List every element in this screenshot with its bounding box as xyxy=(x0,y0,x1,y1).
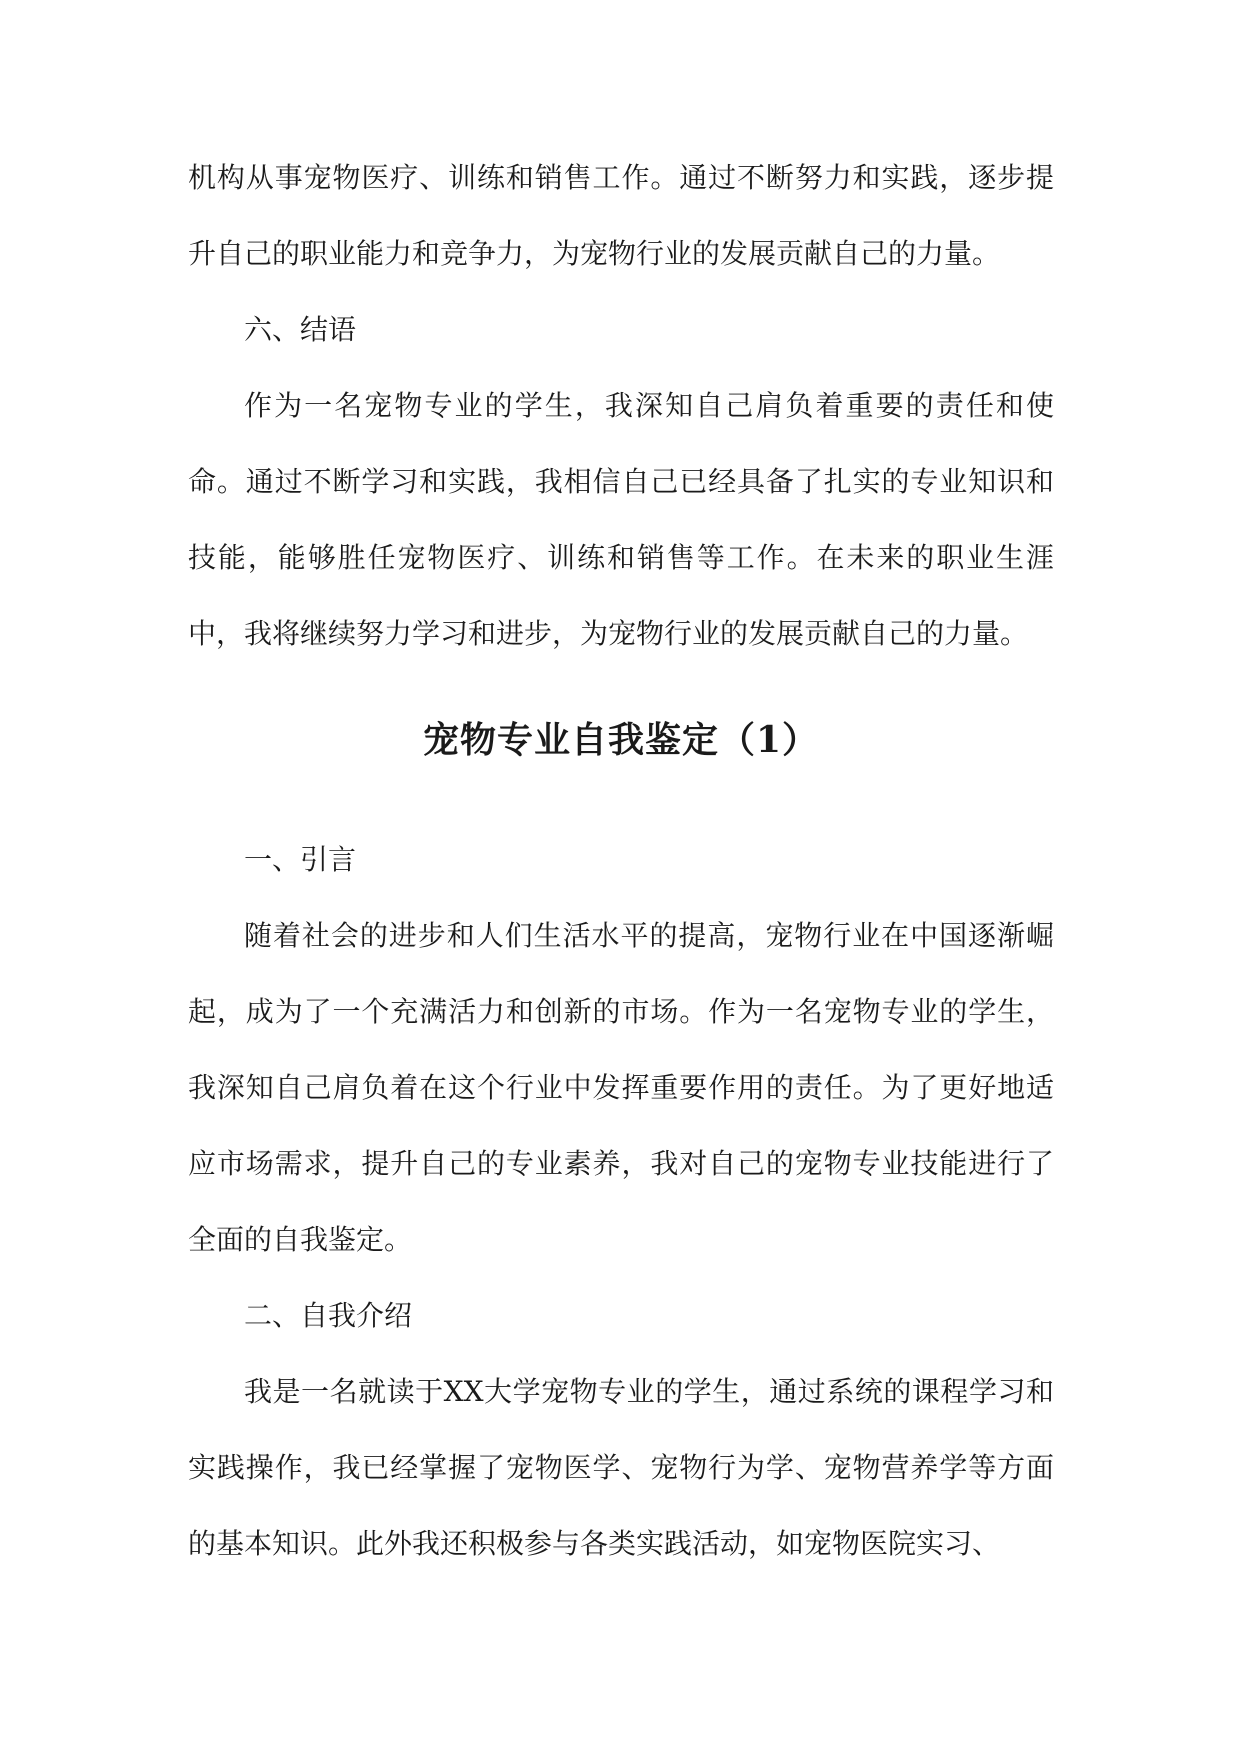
continuation-paragraph: 机构从事宠物医疗、训练和销售工作。通过不断努力和实践，逐步提升自己的职业能力和竞争力，为宠物行业的发展贡献自己的力量。 xyxy=(188,161,1054,270)
document-title: 宠物专业自我鉴定（1） xyxy=(422,719,820,761)
section-heading-introduction: 一、引言 xyxy=(244,843,357,876)
document-body xyxy=(188,140,1054,1582)
conclusion-paragraph: 作为一名宠物专业的学生，我深知自己肩负着重要的责任和使命。通过不断学习和实践，我相信自己已经具备了扎实的专业知识和技能，能够胜任宠物医疗、训练和销售等工作。在未来的职业生涯中，我将继续努力学习和进步，为宠物行业的发展贡献自己的力量。 xyxy=(188,389,1054,650)
self-intro-paragraph: 我是一名就读于XX大学宠物专业的学生，通过系统的课程学习和实践操作，我已经掌握了宠物医学、宠物行为学、宠物营养学等方面的基本知识。此外我还积极参与各类实践活动，如宠物医院实习、 xyxy=(188,1375,1054,1560)
introduction-paragraph: 随着社会的进步和人们生活水平的提高，宠物行业在中国逐渐崛起，成为了一个充满活力和创新的市场。作为一名宠物专业的学生，我深知自己肩负着在这个行业中发挥重要作用的责任。为了更好地适应市场需求，提升自己的专业素养，我对自己的宠物专业技能进行了全面的自我鉴定。 xyxy=(188,919,1054,1256)
section-heading-self-intro: 二、自我介绍 xyxy=(244,1299,413,1332)
section-heading-conclusion: 六、结语 xyxy=(244,313,357,346)
